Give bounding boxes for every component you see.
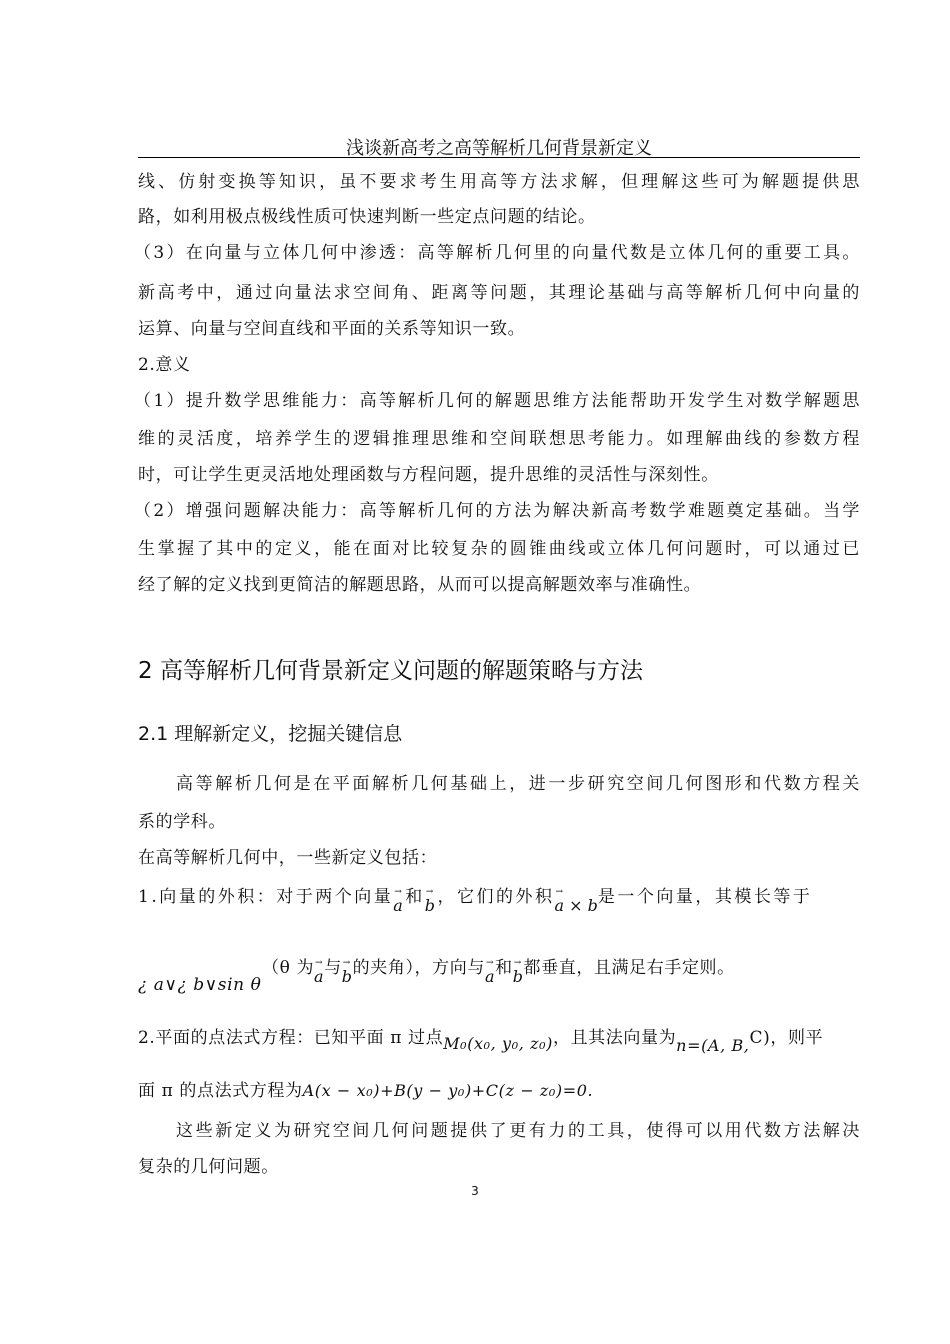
item-text: ，它们的外积 — [437, 887, 555, 907]
paragraph-line: 这些新定义为研究空间几何问题提供了更有力的工具，使得可以用代数方法解决 — [176, 1121, 860, 1141]
item-text: 都垂直，且满足右手定则。 — [523, 958, 735, 978]
normal-vector: n=(A, B, — [676, 1036, 750, 1055]
paragraph-line: 复杂的几何问题。 — [138, 1157, 279, 1177]
paragraph-line: 路，如利用极点极线性质可快速判断一些定点问题的结论。 — [138, 207, 596, 227]
paragraph-line: 在高等解析几何中，一些新定义包括： — [138, 848, 438, 868]
paragraph-line: （2）增强问题解决能力：高等解析几何的方法为解决新高考数学难题奠定基础。当学 — [134, 501, 860, 521]
item-text: 面 π 的点法式方程为 — [138, 1081, 303, 1101]
paragraph-line: 时，可让学生更灵活地处理函数与方程问题，提升思维的灵活性与深刻性。 — [138, 465, 719, 485]
item-text: C)，则平 — [749, 1028, 824, 1048]
page-number: 3 — [471, 1184, 479, 1198]
item-text: 的夹角），方向与 — [352, 958, 485, 978]
definition-cross-product-cont — [262, 956, 862, 986]
vector-b: → b — [342, 965, 353, 989]
item-text: 2.平面的点法式方程：已知平面 π 过点 — [138, 1028, 444, 1048]
item-text: 和 — [495, 958, 513, 978]
modulus-formula-row — [138, 960, 278, 995]
paragraph-line: 经了解的定义找到更简洁的解题思路，从而可以提高解题效率与准确性。 — [138, 575, 702, 595]
item-text: 与 — [324, 958, 342, 978]
item-text: 1.向量的外积：对于两个向量 — [138, 887, 394, 907]
paragraph-line: 生掌握了其中的定义，能在面对比较复杂的圆锥曲线或立体几何问题时，可以通过已 — [138, 539, 860, 559]
section-heading: 2 高等解析几何背景新定义问题的解题策略与方法 — [138, 658, 643, 684]
paragraph-line: （1）提升数学思维能力：高等解析几何的解题思维方法能帮助开发学生对数学解题思 — [134, 391, 860, 411]
cross-product: → a × b — [555, 894, 598, 918]
paragraph-line: 运算、向量与空间直线和平面的关系等知识一致。 — [138, 319, 526, 339]
running-header: 浅谈新高考之高等解析几何背景新定义 — [346, 138, 652, 159]
item-text: （θ 为 — [262, 958, 315, 978]
point-m0: M₀(x₀, y₀, z₀) — [443, 1034, 553, 1053]
plane-equation-line — [138, 1079, 860, 1103]
subsection-heading: 2.1 理解新定义，挖掘关键信息 — [138, 723, 403, 745]
paragraph-line: 线、仿射变换等知识，虽不要求考生用高等方法求解，但理解这些可为解题提供思 — [138, 172, 860, 192]
item-text: ，且其法向量为 — [552, 1028, 677, 1048]
paragraph-line: （3）在向量与立体几何中渗透：高等解析几何里的向量代数是立体几何的重要工具。 — [134, 243, 860, 263]
header-rule — [138, 157, 860, 158]
paragraph-line: 新高考中，通过向量法求空间角、距离等问题，其理论基础与高等解析几何中向量的 — [138, 283, 860, 303]
item-text: 是一个向量，其模长等于 — [597, 887, 813, 907]
paragraph-line: 维的灵活度，培养学生的逻辑推理思维和空间联想思考能力。如理解曲线的参数方程 — [138, 429, 860, 449]
vector-b: → b — [425, 894, 438, 918]
paragraph-line: 系的学科。 — [138, 812, 226, 832]
section-label: 2.意义 — [138, 355, 191, 375]
vector-a: → a — [393, 894, 405, 918]
vector-a: → a — [314, 965, 324, 989]
definition-plane-equation — [138, 1026, 860, 1055]
vector-b: → b — [513, 965, 524, 989]
modulus-formula: ¿ a∨¿ b∨sin θ — [138, 975, 262, 995]
vector-a: → a — [485, 965, 495, 989]
plane-equation: A(x − x₀)+B(y − y₀)+C(z − z₀)=0. — [302, 1081, 594, 1100]
definition-cross-product — [138, 885, 860, 915]
paragraph-line: 高等解析几何是在平面解析几何基础上，进一步研究空间几何图形和代数方程关 — [176, 774, 860, 794]
item-text: 和 — [405, 887, 425, 907]
